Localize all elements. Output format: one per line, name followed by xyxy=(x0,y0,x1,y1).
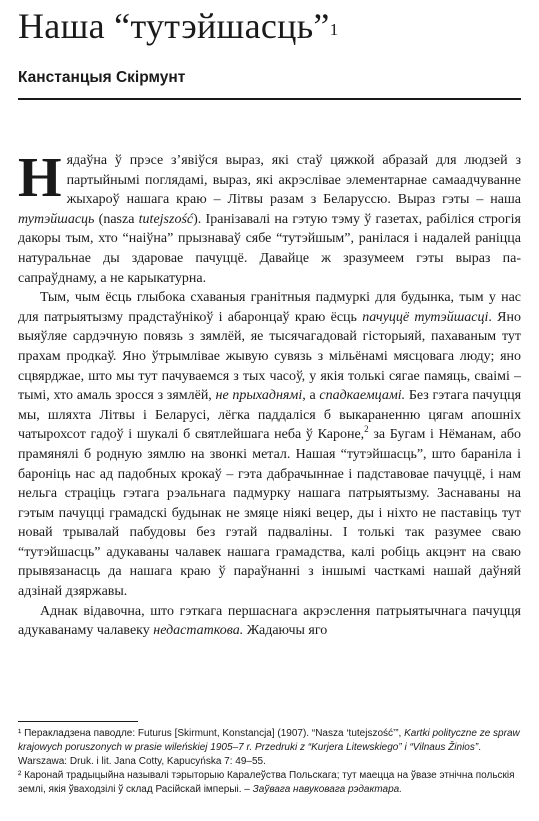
footnote-ref-2[interactable]: 2 xyxy=(364,424,369,435)
paragraph-1-italic-a: тутэйшасць xyxy=(18,211,95,227)
paragraph-2-text-a: Тым, чым ёсць глыбока схаваныя гранітныя падмуркі для будынка, тым у нас для патрыятызму прадстаўнікоў і абаронцаў краю ёсць xyxy=(18,290,521,325)
paragraph-2 xyxy=(18,288,521,602)
paragraph-2-italic-a: пачуццё тутэйшасці xyxy=(362,309,489,325)
drop-cap: Н xyxy=(18,147,62,209)
paragraph-2-text-e: за Бугам і Нёманам, або прамянялі б родную зямлю на звонкі метал. Нашая “тутэйшасць”, што бараніла і бароніць нас ад падобных крокаў – гэта дабрачыннае і падставовае пачуццё, і нам нельга страціць гэтага рэальнага падмурку нашага патрыятызму. Заснаваны на гэтым пачуцці грамадскі будынак не змяце ніякі вецер, ды і ніхто не паставіць тут новай трывалай пабудовы без гэтай падваліны. І толькі так разумее сваю “тутэйшасць” адукаваны чалавек нашага грамадства, калі робіць акцэнт на сваю прывязанасць да нашага краю ў параўнанні з іншымі часткамі нашай даўняй адзінай дзяржавы. xyxy=(18,427,521,600)
paragraph-1-text-a: ядаўна ў прэсе з’явіўся выраз, які стаў цяжкой абразай для людзей з партыйнымі поглядамі, выраз, які акрэслівае элементарнае самаадчуванне жыхароў нашага краю – Літвы разам з Беларуссю. Выраз гэты – наша xyxy=(66,153,521,208)
article-body xyxy=(18,147,522,641)
footnote-2-text: ² Каронай традыцыйна называлі тэрыторыю Каралеўства Польскага; тут маецца на ўвазе этнічна польскія землі, якія ўваходзілі ў склад Расійскай імперыі. – xyxy=(18,770,515,795)
paragraph-3-italic-a: недастаткова. xyxy=(153,623,244,639)
footnote-1-text-a: ¹ Перакладзена паводле: Futurus [Skirmunt, Konstancja] (1907). “Nasza ‘tutejszość’”, xyxy=(18,728,405,739)
footnote-1 xyxy=(18,727,521,769)
paragraph-1-italic-b: tutejszość xyxy=(138,211,194,227)
footnote-2 xyxy=(18,769,521,797)
paragraph-3-text-a: Аднак відавочна, што гэткага першаснага акрэслення патрыятычнага пачуцця адукаванаму чалавеку xyxy=(18,603,521,639)
paragraph-3-text-b: Жадаючы яго xyxy=(243,623,328,639)
paragraph-2-text-c: , а xyxy=(302,388,320,404)
paragraph-1 xyxy=(18,147,521,288)
footnote-2-italic: Заўвага навуковага рэдактара. xyxy=(252,784,402,795)
paragraph-1-text-b: (nasza xyxy=(94,211,139,227)
footnote-1-text-b: . Warszawa: Druk. i lit. Jana Cotty, Kapucyńska 7: 49–55. xyxy=(18,742,481,767)
paragraph-2-text-b: . Яно выяўляе сардэчную повязь з зямлёй, яе тысячагадовай гісторыяй, пахаваным тут прахам продкаў. Яно ўтрымлівае жывую сувязь з мільёнамі мясцовага люду; яно сцвярджае, што мы тут пачуваемся з тых часоў, у якія толькі сягае памяць, сваімі – тымі, хто амаль зросся з зямлёй, xyxy=(18,309,521,404)
article-title xyxy=(18,0,521,48)
footnote-divider xyxy=(18,721,138,722)
paragraph-3 xyxy=(18,602,521,641)
author-divider xyxy=(18,98,521,100)
paragraph-1-text-c: ). Іранізавалі на гэтую тэму ў газетах, рабіліся строгія дакоры тым, хто “наіўна” прызнаваў сябе “тутэйшым”, ранілася і надалей раніцца натуральнае ды здаровае пачуццё. Давайце ж зразумеем гэты выраз па-сапраўднаму, а не карыкатурна. xyxy=(18,211,521,286)
footnotes xyxy=(18,727,521,797)
article-title-text: Наша “тутэйшасць” xyxy=(18,6,330,46)
paragraph-2-text-d: Без гэтага пачуцця мы, шляхта Літвы і Беларусі, лёгка паддаліся б выкараненню цягам апошніх чатырохсот гадоў і шукалі б святлейшага неба ў Кароне, xyxy=(18,388,522,443)
title-footnote-ref[interactable]: 1 xyxy=(329,20,339,39)
paragraph-2-italic-c: спадкаемцамі. xyxy=(319,388,406,404)
author-name: Канстанцыя Скірмунт xyxy=(18,69,186,86)
paragraph-2-italic-b: не прыхаднямі xyxy=(215,388,303,404)
footnote-1-italic: Kartki polityczne ze spraw krajowych poruszonych w prasie wileńskiej 1905–7 r. Przedruki z “Kurjera Litewskiego” i “Vilnaus Žinios” xyxy=(18,728,520,753)
